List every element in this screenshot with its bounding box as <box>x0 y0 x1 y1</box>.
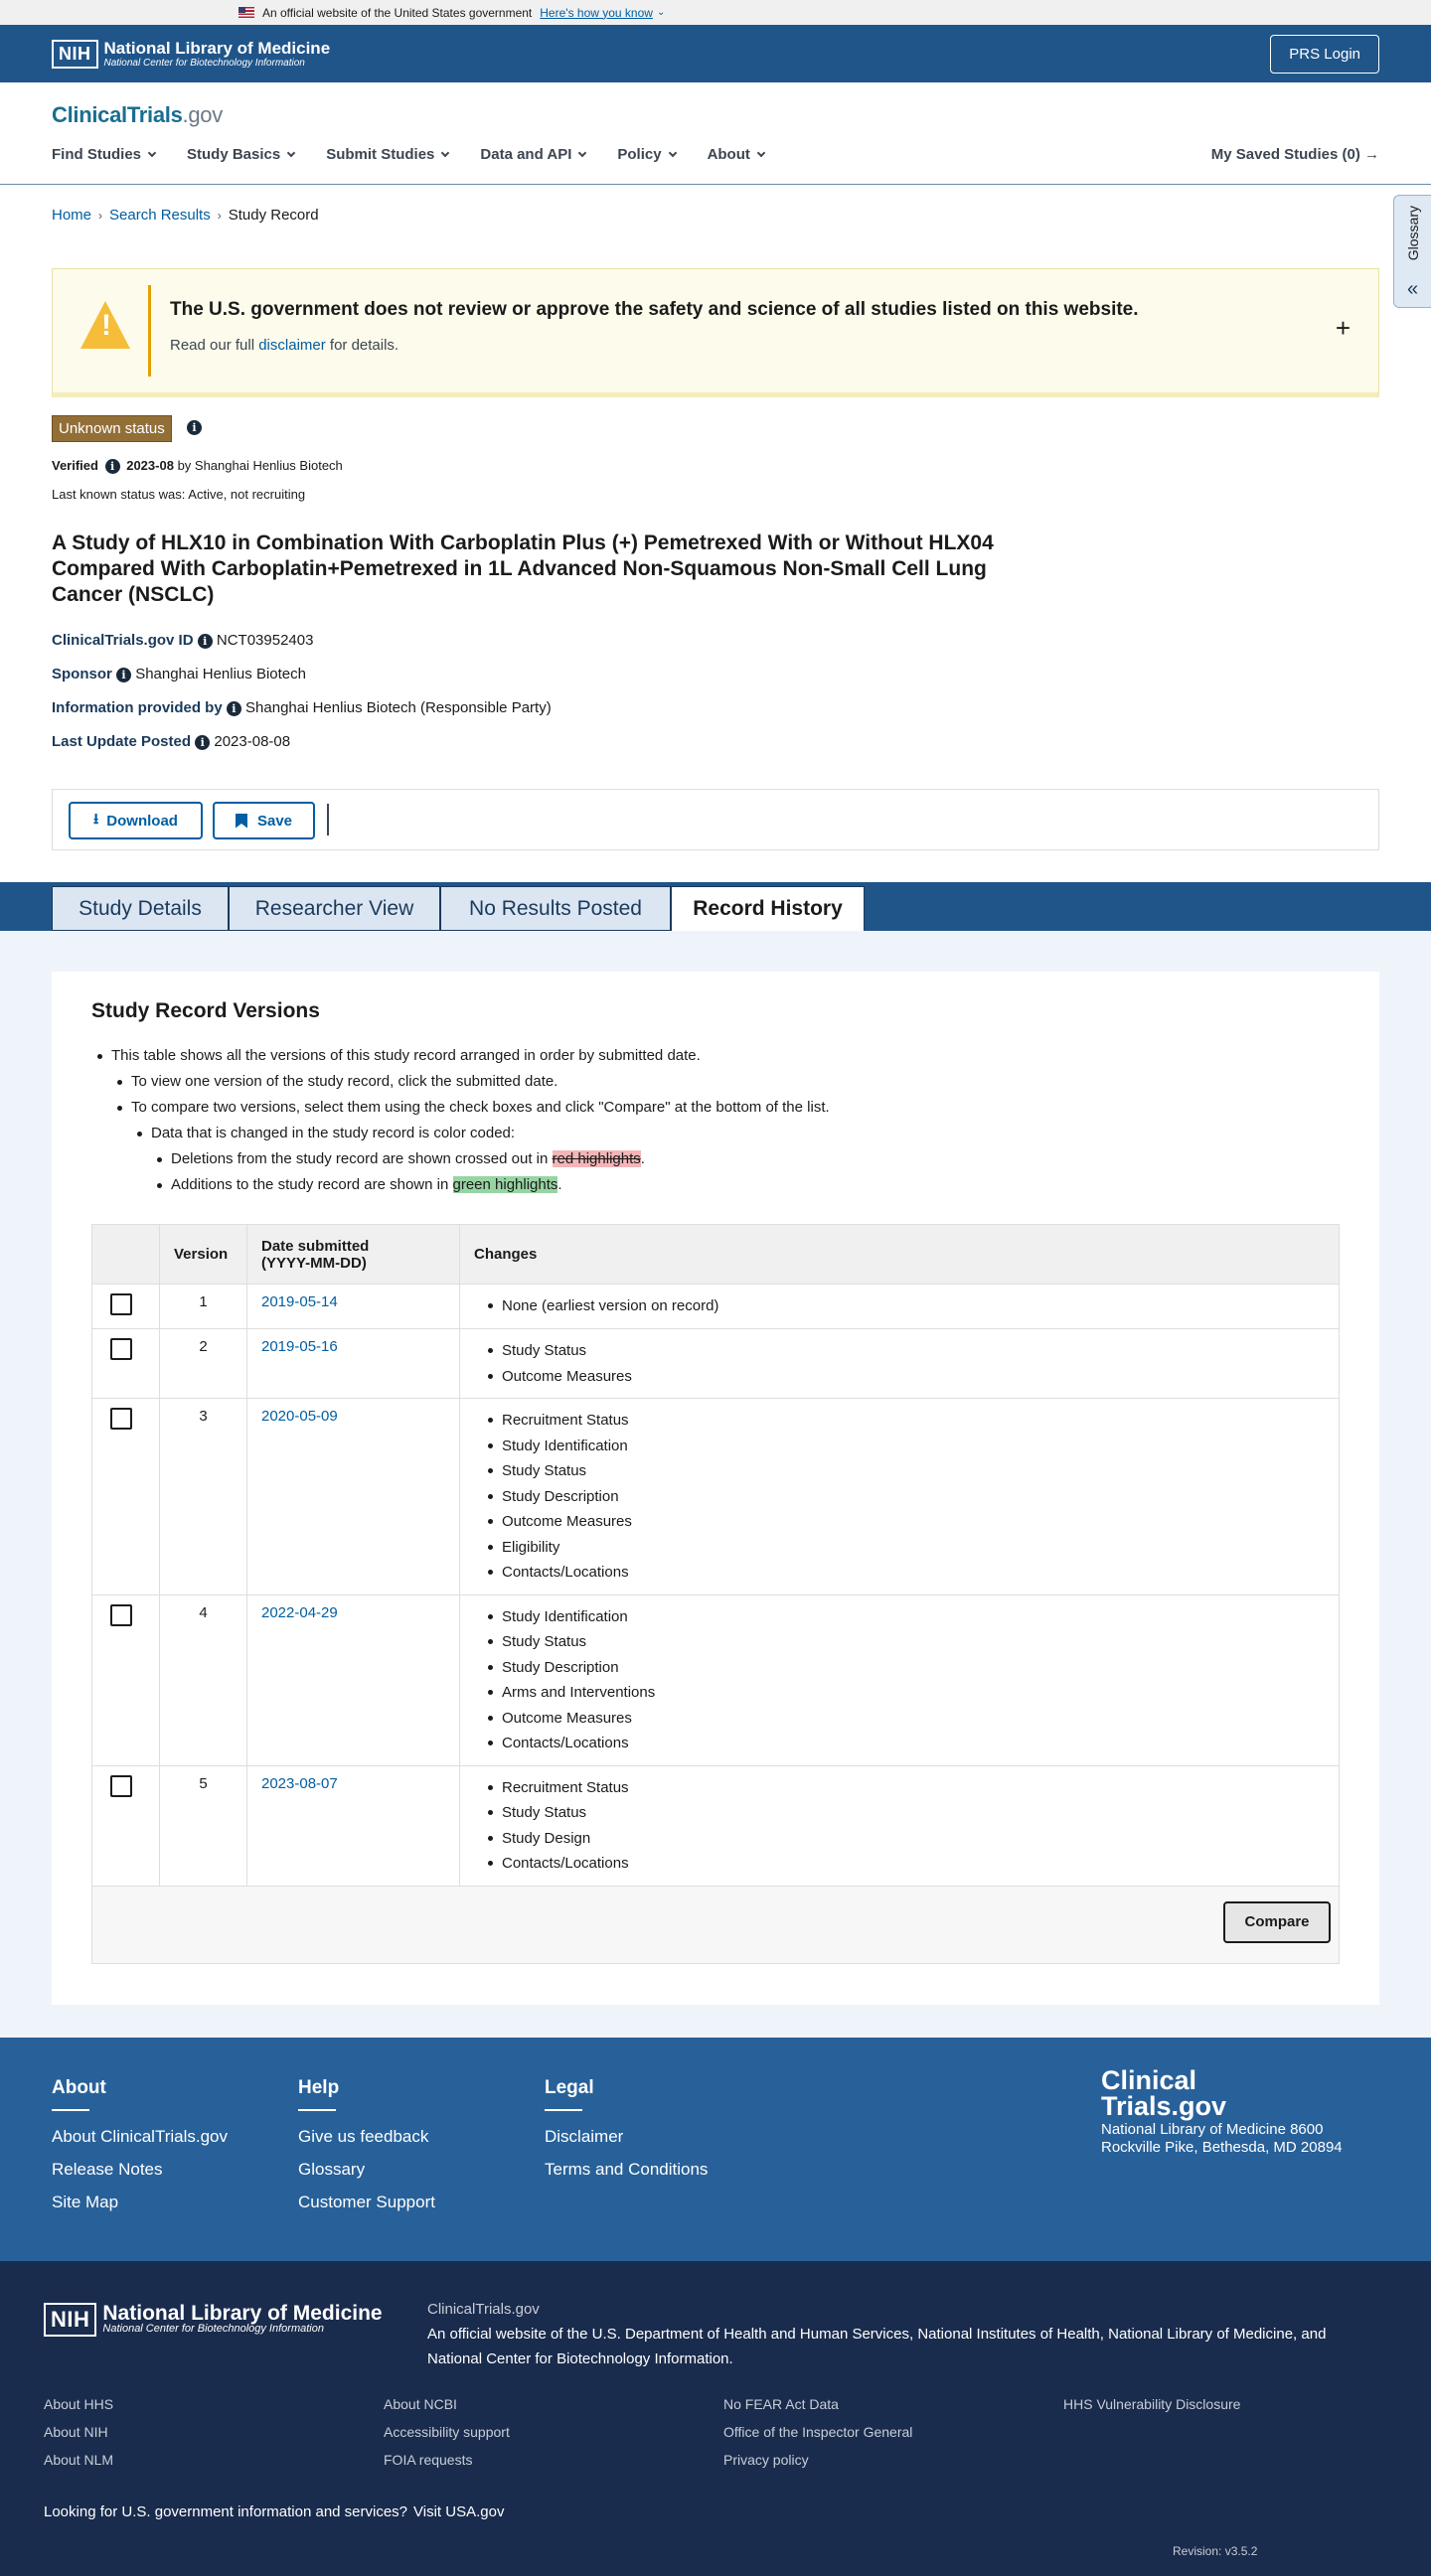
tab-no-results-posted[interactable]: No Results Posted <box>440 886 671 931</box>
provided-value: Shanghai Henlius Biotech (Responsible Party) <box>245 699 552 716</box>
gov-banner <box>0 0 1431 25</box>
nav-label: Data and API <box>480 146 572 163</box>
footer-links-col1 <box>44 2396 113 2480</box>
footer-links-col2 <box>384 2396 510 2480</box>
version-checkbox[interactable] <box>110 1408 132 1430</box>
chevron-down-icon <box>287 148 295 156</box>
change-item: Contacts/Locations <box>474 1851 1325 1877</box>
date-cell <box>247 1594 460 1765</box>
chevron-down-icon <box>148 148 156 156</box>
versions-heading: Study Record Versions <box>91 999 320 1022</box>
date-column-header <box>247 1225 460 1285</box>
versions-card <box>52 972 1379 2005</box>
red-highlight-example: red highlights <box>552 1150 641 1167</box>
change-item: Outcome Measures <box>474 1364 1325 1390</box>
info-icon[interactable]: i <box>105 459 120 474</box>
green-highlight-example: green highlights <box>452 1176 558 1193</box>
saved-label: My Saved Studies (0) <box>1210 146 1360 163</box>
change-item: Outcome Measures <box>474 1706 1325 1732</box>
version-cell: 1 <box>160 1285 247 1329</box>
version-column-header: Version <box>160 1225 247 1285</box>
checkbox-cell <box>92 1765 160 1886</box>
heres-how-you-know-link[interactable]: Here's how you know <box>540 5 653 20</box>
period: . <box>640 1150 645 1167</box>
study-title: A Study of HLX10 in Combination With Carboplatin Plus (+) Pemetrexed With or Without HLX04 Compared With Carboplatin+Pemetrexed in 1L Advanced Non-Squamous Non-Small Cell Lung Cancer (NSCLC) <box>52 531 994 606</box>
and-text: , and <box>1293 2326 1327 2343</box>
nlm-link[interactable]: National Library of Medicine <box>1108 2326 1294 2343</box>
checkbox-cell <box>92 1594 160 1765</box>
id-label: ClinicalTrials.gov ID <box>52 632 194 649</box>
nih-logo-box: NIH <box>44 2303 96 2337</box>
sponsor-label: Sponsor <box>52 666 112 682</box>
heading-underline <box>298 2109 336 2111</box>
version-date-link[interactable]: 2023-08-07 <box>261 1774 338 1792</box>
action-divider <box>327 804 329 835</box>
changes-cell <box>460 1285 1340 1329</box>
gov-banner-text: An official website of the United States government <box>262 5 533 20</box>
disclaimer-link[interactable]: disclaimer <box>258 337 326 354</box>
download-button[interactable] <box>69 802 203 839</box>
hhs-link[interactable]: U.S. Department of Health and Human Services <box>591 2326 909 2343</box>
footer-link[interactable]: Office of the Inspector General <box>723 2424 913 2440</box>
study-id: NCT03952403 <box>216 632 314 649</box>
chevron-right-icon: › <box>98 208 103 223</box>
version-cell: 5 <box>160 1765 247 1886</box>
version-cell: 2 <box>160 1329 247 1399</box>
list-item: Data that is changed in the study record is color coded: <box>151 1125 516 1141</box>
list-item <box>171 1176 562 1193</box>
period: . <box>728 2350 733 2367</box>
clinicaltrials-logo[interactable] <box>52 102 223 128</box>
footer-legal-column <box>545 2077 708 2193</box>
footer-link[interactable]: Give us feedback <box>298 2127 429 2146</box>
official-line <box>427 2322 1352 2371</box>
footer-link[interactable]: HHS Vulnerability Disclosure <box>1063 2396 1241 2412</box>
heading-underline <box>52 2109 89 2111</box>
heading-underline <box>545 2109 582 2111</box>
changes-column-header: Changes <box>460 1225 1340 1285</box>
nav-study-basics[interactable] <box>187 146 294 163</box>
change-item: Contacts/Locations <box>474 1731 1325 1756</box>
change-item: Recruitment Status <box>474 1408 1325 1434</box>
nav-label: Find Studies <box>52 146 141 163</box>
glossary-tab[interactable] <box>1393 195 1431 308</box>
chevron-down-icon <box>668 148 676 156</box>
change-item: Arms and Interventions <box>474 1680 1325 1706</box>
deletions-text: Deletions from the study record are shown crossed out in <box>171 1150 553 1167</box>
info-icon[interactable]: i <box>116 668 131 682</box>
prs-login-button[interactable]: PRS Login <box>1270 35 1379 74</box>
footer-link[interactable]: Customer Support <box>298 2193 435 2211</box>
footer-logo[interactable] <box>1101 2067 1226 2119</box>
info-icon[interactable]: i <box>227 701 241 716</box>
action-bar <box>52 789 1379 850</box>
us-flag-icon <box>238 7 254 18</box>
change-item: Study Design <box>474 1826 1325 1852</box>
usagov-line <box>44 2503 504 2520</box>
footer-about-column <box>52 2077 228 2225</box>
logo-suffix: .gov <box>182 102 223 127</box>
disclaimer-alert <box>52 268 1379 397</box>
footer-about-heading: About <box>52 2077 106 2098</box>
double-chevron-left-icon: « <box>1406 278 1419 300</box>
footer-link[interactable]: No FEAR Act Data <box>723 2396 839 2412</box>
change-item: Recruitment Status <box>474 1775 1325 1801</box>
date-cell <box>247 1765 460 1886</box>
sponsor-value: Shanghai Henlius Biotech <box>135 666 306 682</box>
table-row <box>92 1399 1340 1595</box>
version-date-link[interactable]: 2020-05-09 <box>261 1408 338 1425</box>
table-row <box>92 1329 1340 1399</box>
footer-link[interactable]: Disclaimer <box>545 2127 624 2146</box>
change-item: Study Identification <box>474 1604 1325 1630</box>
footer-link[interactable]: About NLM <box>44 2452 114 2468</box>
versions-table <box>91 1224 1340 1964</box>
logo-main: ClinicalTrials <box>52 102 183 127</box>
nlm-footer <box>0 2261 1431 2576</box>
verified-by: by Shanghai Henlius Biotech <box>177 458 343 473</box>
footer-site-name: ClinicalTrials.gov <box>427 2301 540 2318</box>
footer-help-heading: Help <box>298 2077 340 2098</box>
nav-label: Policy <box>617 146 662 163</box>
usagov-link[interactable]: Visit USA.gov <box>413 2503 505 2520</box>
compare-row <box>92 1886 1340 1963</box>
chevron-down-icon: ⌄ <box>656 7 666 18</box>
version-date-link[interactable]: 2019-05-14 <box>261 1293 338 1310</box>
footer-legal-heading: Legal <box>545 2077 594 2098</box>
changes-cell <box>460 1594 1340 1765</box>
change-item: Study Status <box>474 1629 1325 1655</box>
footer-link[interactable]: FOIA requests <box>384 2452 473 2468</box>
change-item: Study Status <box>474 1338 1325 1364</box>
nlm-logo[interactable] <box>52 40 330 69</box>
site-footer <box>0 2038 1431 2261</box>
comma: , <box>908 2326 918 2343</box>
change-item: Outcome Measures <box>474 1509 1325 1535</box>
main-nav <box>52 146 796 163</box>
change-item: Study Description <box>474 1655 1325 1681</box>
change-item: Study Status <box>474 1458 1325 1484</box>
changes-cell <box>460 1329 1340 1399</box>
info-icon[interactable]: i <box>195 735 210 750</box>
version-checkbox[interactable] <box>110 1338 132 1360</box>
revision-text: Revision: v3.5.2 <box>1173 2544 1258 2558</box>
list-item: To view one version of the study record, click the submitted date. <box>131 1073 558 1090</box>
nav-find-studies[interactable] <box>52 146 155 163</box>
list-item: This table shows all the versions of this study record arranged in order by submitted date. <box>111 1047 701 1064</box>
footer-logo-line1: Clinical <box>1101 2065 1197 2095</box>
alert-divider <box>148 285 151 377</box>
date-header-line1: Date submitted <box>261 1237 370 1255</box>
change-item: None (earliest version on record) <box>474 1293 1325 1319</box>
last-known-status: Last known status was: Active, not recruiting <box>52 487 306 502</box>
change-item: Study Identification <box>474 1434 1325 1459</box>
nih-link[interactable]: National Institutes of Health <box>917 2326 1100 2343</box>
change-item: Contacts/Locations <box>474 1560 1325 1586</box>
date-header-line2: (YYYY-MM-DD) <box>261 1254 367 1272</box>
provided-label: Information provided by <box>52 699 223 716</box>
date-cell <box>247 1399 460 1595</box>
alert-text-after: for details. <box>325 337 399 354</box>
table-row <box>92 1765 1340 1886</box>
download-label: Download <box>106 812 178 830</box>
tab-study-details[interactable]: Study Details <box>52 886 229 931</box>
verified-label: Verified <box>52 458 98 473</box>
footer-link[interactable]: About ClinicalTrials.gov <box>52 2127 228 2146</box>
ncbi-link[interactable]: National Center for Biotechnology Information <box>427 2350 729 2367</box>
alert-text-before: Read our full <box>170 337 259 354</box>
verified-line <box>52 458 343 474</box>
changes-cell <box>460 1399 1340 1595</box>
compare-cell <box>92 1886 1340 1963</box>
footer-link[interactable]: About NCBI <box>384 2396 457 2412</box>
chevron-down-icon <box>757 148 765 156</box>
official-website-text <box>427 2297 1352 2371</box>
looking-text: Looking for U.S. government information and services? <box>44 2503 408 2520</box>
alert-text <box>170 337 398 354</box>
save-button[interactable] <box>213 802 315 839</box>
verified-date: 2023-08 <box>126 458 174 473</box>
footer-links-col4 <box>1063 2396 1240 2424</box>
table-row <box>92 1285 1340 1329</box>
period: . <box>557 1176 562 1193</box>
update-label: Last Update Posted <box>52 733 192 750</box>
date-cell <box>247 1329 460 1399</box>
change-item: Eligibility <box>474 1535 1325 1561</box>
ncbi-subtitle: National Center for Biotechnology Information <box>102 2323 324 2335</box>
status-badge: Unknown status <box>52 415 172 442</box>
arrow-right-icon: → <box>1364 146 1379 163</box>
tab-record-history[interactable]: Record History <box>671 886 865 931</box>
study-id-row <box>52 632 313 649</box>
chevron-down-icon <box>578 148 586 156</box>
nav-about[interactable] <box>708 146 764 163</box>
last-update-row <box>52 733 290 750</box>
breadcrumb-current: Study Record <box>228 207 319 224</box>
footer-link[interactable]: Accessibility support <box>384 2424 510 2440</box>
ncbi-subtitle: National Center for Biotechnology Information <box>103 57 305 69</box>
nlm-title: National Library of Medicine <box>102 2302 383 2325</box>
footer-logo-line2: Trials.gov <box>1101 2091 1227 2121</box>
version-cell: 4 <box>160 1594 247 1765</box>
list-item: To compare two versions, select them using the check boxes and click "Compare" at the bottom of the list. <box>131 1099 830 1116</box>
site-header <box>0 82 1431 185</box>
nav-submit-studies[interactable] <box>326 146 448 163</box>
table-row <box>92 1594 1340 1765</box>
comma: , <box>1099 2326 1109 2343</box>
warning-icon <box>80 301 130 349</box>
footer-link[interactable]: Release Notes <box>52 2160 163 2179</box>
nav-label: About <box>707 146 750 163</box>
nih-logo-box: NIH <box>52 40 98 69</box>
nav-policy[interactable] <box>617 146 675 163</box>
footer-address: National Library of Medicine 8600 Rockville Pike, Bethesda, MD 20894 <box>1101 2121 1343 2156</box>
changes-cell <box>460 1765 1340 1886</box>
breadcrumb-search-results[interactable]: Search Results <box>109 207 211 224</box>
info-icon[interactable]: i <box>198 634 213 649</box>
save-label: Save <box>256 812 293 830</box>
glossary-label: Glossary <box>1404 206 1421 261</box>
footer-link[interactable]: About NIH <box>44 2424 108 2440</box>
chevron-right-icon: › <box>217 208 222 223</box>
date-cell <box>247 1285 460 1329</box>
official-prefix: An official website of the <box>427 2326 592 2343</box>
footer-links-col3 <box>723 2396 912 2480</box>
footer-link[interactable]: Terms and Conditions <box>545 2160 709 2179</box>
nlm-title: National Library of Medicine <box>103 38 331 58</box>
breadcrumb <box>52 207 319 224</box>
checkbox-cell <box>92 1329 160 1399</box>
nih-header <box>0 25 1431 82</box>
nav-label: Study Basics <box>187 146 281 163</box>
footer-link[interactable]: Site Map <box>52 2193 119 2211</box>
breadcrumb-home[interactable]: Home <box>52 207 92 224</box>
sponsor-row <box>52 666 306 682</box>
footer-link[interactable]: Glossary <box>298 2160 366 2179</box>
nav-label: Submit Studies <box>326 146 435 163</box>
nav-data-and-api[interactable] <box>480 146 585 163</box>
additions-text: Additions to the study record are shown in <box>171 1176 453 1193</box>
checkbox-cell <box>92 1285 160 1329</box>
list-item <box>171 1150 645 1167</box>
version-checkbox[interactable] <box>110 1293 132 1315</box>
update-value: 2023-08-08 <box>214 733 291 750</box>
info-icon[interactable]: i <box>187 420 202 435</box>
alert-title: The U.S. government does not review or approve the safety and science of all studies listed on this website. <box>170 299 1139 320</box>
version-checkbox[interactable] <box>110 1775 132 1797</box>
nlm-footer-logo[interactable] <box>44 2303 383 2337</box>
version-date-link[interactable]: 2019-05-16 <box>261 1338 338 1355</box>
select-column-header <box>92 1225 160 1285</box>
version-cell: 3 <box>160 1399 247 1595</box>
my-saved-studies-link[interactable] <box>1211 146 1379 163</box>
bookmark-icon <box>236 814 247 829</box>
footer-help-column <box>298 2077 435 2225</box>
version-date-link[interactable]: 2022-04-29 <box>261 1603 338 1621</box>
footer-link[interactable]: About HHS <box>44 2396 114 2412</box>
chevron-down-icon <box>441 148 449 156</box>
version-checkbox[interactable] <box>110 1604 132 1626</box>
change-item: Study Status <box>474 1800 1325 1826</box>
table-header-row <box>92 1225 1340 1285</box>
study-tabs <box>0 882 1431 931</box>
footer-link[interactable]: Privacy policy <box>723 2452 809 2468</box>
compare-button[interactable]: Compare <box>1223 1901 1331 1943</box>
tab-researcher-view[interactable]: Researcher View <box>229 886 440 931</box>
download-icon: ⭳ <box>93 810 99 828</box>
checkbox-cell <box>92 1399 160 1595</box>
provided-by-row <box>52 699 552 716</box>
expand-plus-icon[interactable]: + <box>1335 313 1351 343</box>
change-item: Study Description <box>474 1484 1325 1510</box>
